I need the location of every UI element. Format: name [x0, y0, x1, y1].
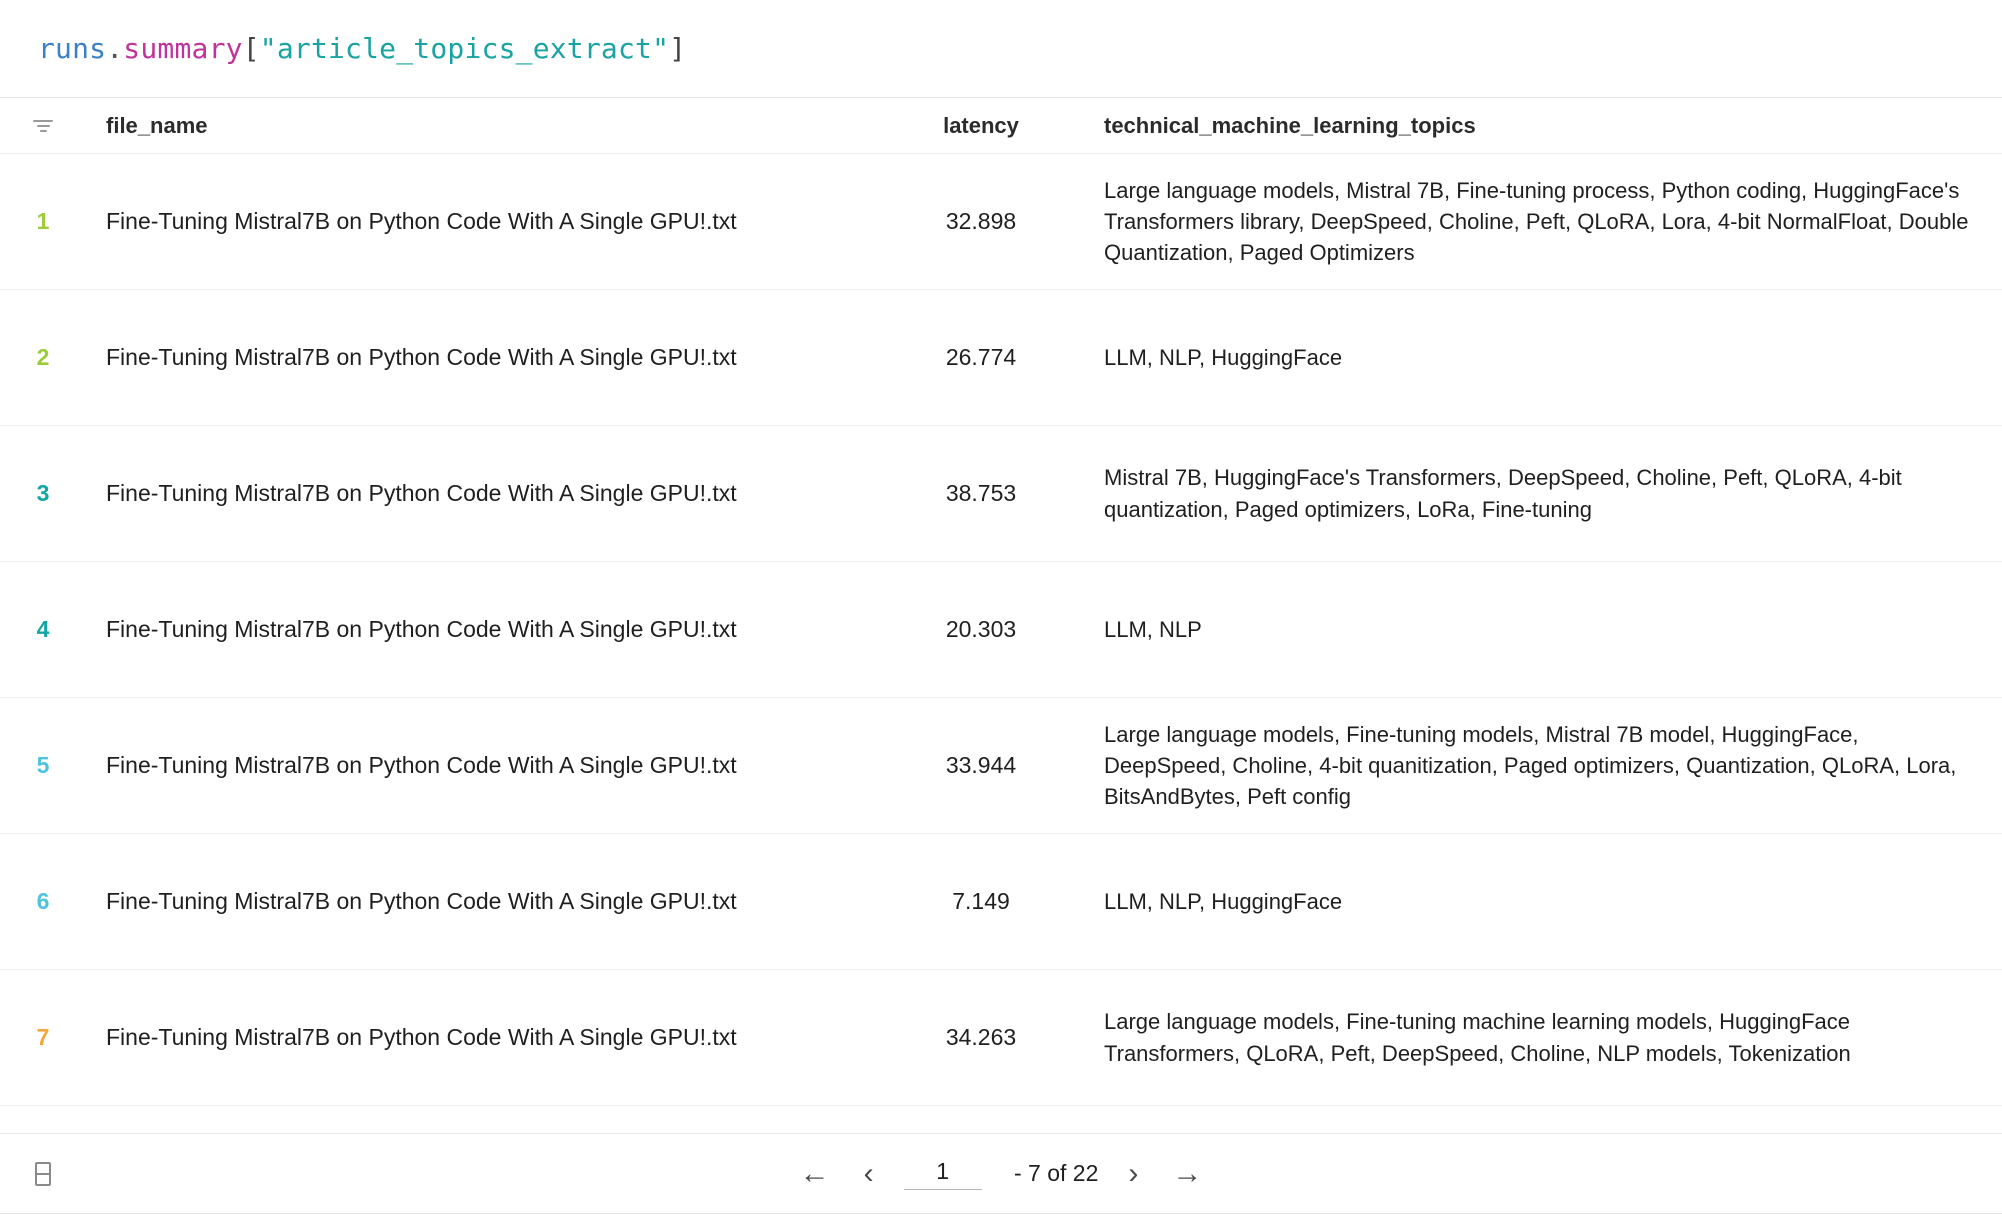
table-row[interactable] — [0, 290, 2002, 426]
code-expression — [38, 32, 686, 65]
column-header-latency-label: latency — [943, 112, 1019, 138]
row-latency: 7.149 — [952, 888, 1010, 914]
first-page-icon[interactable]: ← — [799, 1156, 830, 1190]
table-body — [0, 154, 2002, 1133]
next-page-icon[interactable]: › — [1128, 1156, 1139, 1190]
row-index: 5 — [36, 752, 50, 778]
row-topics-cell — [1076, 175, 2002, 269]
row-latency-cell — [886, 208, 1076, 235]
row-topics: Mistral 7B, HuggingFace's Transformers, DeepSpeed, Choline, Peft, QLoRA, 4-bit quantization, Paged optimizers, LoRa, Fine-tuning — [1104, 465, 1902, 522]
last-page-icon[interactable]: → — [1172, 1156, 1203, 1190]
row-file-name-cell — [86, 208, 886, 235]
row-topics-cell — [1076, 886, 2002, 917]
row-topics: LLM, NLP, HuggingFace — [1104, 344, 1343, 370]
row-file-name: Fine-Tuning Mistral7B on Python Code With A Single GPU!.txt — [106, 616, 737, 642]
row-index: 4 — [36, 616, 50, 642]
page-number-input[interactable] — [904, 1157, 982, 1190]
row-index-cell — [0, 344, 86, 371]
row-latency: 20.303 — [945, 616, 1017, 642]
row-latency-cell — [886, 752, 1076, 779]
row-file-name: Fine-Tuning Mistral7B on Python Code With A Single GPU!.txt — [106, 208, 737, 234]
row-latency: 33.944 — [945, 752, 1017, 778]
page-range-label: - 7 of 22 — [1007, 1160, 1099, 1186]
row-index-cell — [0, 480, 86, 507]
prev-page-icon[interactable]: ‹ — [863, 1156, 874, 1190]
row-topics-cell — [1076, 462, 2002, 524]
row-file-name: Fine-Tuning Mistral7B on Python Code With A Single GPU!.txt — [106, 480, 737, 506]
row-index-cell — [0, 752, 86, 779]
row-topics-cell — [1076, 342, 2002, 373]
row-file-name-cell — [86, 1024, 886, 1051]
row-topics-cell — [1076, 719, 2002, 813]
row-latency: 26.774 — [945, 344, 1017, 370]
row-file-name: Fine-Tuning Mistral7B on Python Code With A Single GPU!.txt — [106, 888, 737, 914]
row-file-name-cell — [86, 616, 886, 643]
code-property: summary — [123, 32, 243, 65]
row-index: 2 — [36, 344, 50, 370]
row-latency-cell — [886, 888, 1076, 915]
code-key: article_topics_extract — [276, 32, 653, 65]
row-latency: 32.898 — [945, 208, 1017, 234]
code-object: runs — [38, 32, 107, 65]
table-row[interactable] — [0, 698, 2002, 834]
column-header-index — [0, 120, 86, 132]
row-topics: Large language models, Fine-tuning machine learning models, HuggingFace Transformers, QLoRA, Peft, DeepSpeed, Choline, NLP models, Tokenization — [1104, 1009, 1851, 1066]
row-index: 7 — [36, 1024, 50, 1050]
code-dot: . — [106, 32, 124, 65]
code-open-quote: " — [259, 32, 277, 65]
row-index-cell — [0, 208, 86, 235]
table-header-row — [0, 98, 2002, 154]
row-file-name: Fine-Tuning Mistral7B on Python Code With A Single GPU!.txt — [106, 344, 737, 370]
pagination — [0, 1157, 2002, 1191]
row-topics: Large language models, Mistral 7B, Fine-tuning process, Python coding, HuggingFace's Transformers library, DeepSpeed, Choline, Peft, QLoRA, Lora, 4-bit NormalFloat, Double Quantization, Paged Optimizers — [1104, 177, 1969, 266]
row-latency-cell — [886, 1024, 1076, 1051]
code-open-bracket: [ — [242, 32, 260, 65]
column-header-file-name-label: file_name — [106, 112, 208, 138]
expression-header — [0, 0, 2002, 98]
row-index-cell — [0, 888, 86, 915]
table-row[interactable] — [0, 562, 2002, 698]
filter-icon[interactable] — [33, 120, 53, 132]
row-file-name: Fine-Tuning Mistral7B on Python Code With A Single GPU!.txt — [106, 1024, 737, 1050]
table-row[interactable] — [0, 426, 2002, 562]
row-file-name-cell — [86, 344, 886, 371]
row-file-name-cell — [86, 888, 886, 915]
row-latency: 38.753 — [945, 480, 1017, 506]
row-index-cell — [0, 616, 86, 643]
row-latency-cell — [886, 480, 1076, 507]
table-footer — [0, 1133, 2002, 1213]
row-topics: LLM, NLP — [1104, 616, 1202, 642]
row-index: 1 — [36, 208, 50, 234]
row-latency-cell — [886, 616, 1076, 643]
row-topics: LLM, NLP, HuggingFace — [1104, 888, 1343, 914]
row-topics-cell — [1076, 614, 2002, 645]
row-index-cell — [0, 1024, 86, 1051]
column-header-latency[interactable] — [886, 113, 1076, 139]
column-header-topics[interactable] — [1076, 113, 2002, 139]
row-latency: 34.263 — [945, 1024, 1017, 1050]
table-row[interactable] — [0, 834, 2002, 970]
row-file-name: Fine-Tuning Mistral7B on Python Code With A Single GPU!.txt — [106, 752, 737, 778]
code-close-quote: " — [652, 32, 670, 65]
row-index: 6 — [36, 888, 50, 914]
row-topics-cell — [1076, 1006, 2002, 1068]
row-file-name-cell — [86, 752, 886, 779]
row-latency-cell — [886, 344, 1076, 371]
column-header-topics-label: technical_machine_learning_topics — [1104, 112, 1476, 138]
row-file-name-cell — [86, 480, 886, 507]
table-row[interactable] — [0, 154, 2002, 290]
row-index: 3 — [36, 480, 50, 506]
row-topics: Large language models, Fine-tuning models, Mistral 7B model, HuggingFace, DeepSpeed, Choline, 4-bit quanitization, Paged optimizers, Quantization, QLoRA, Lora, BitsAndBytes, Peft config — [1104, 721, 1957, 810]
column-header-file-name[interactable] — [86, 113, 886, 139]
table-row[interactable] — [0, 970, 2002, 1106]
code-close-bracket: ] — [669, 32, 687, 65]
